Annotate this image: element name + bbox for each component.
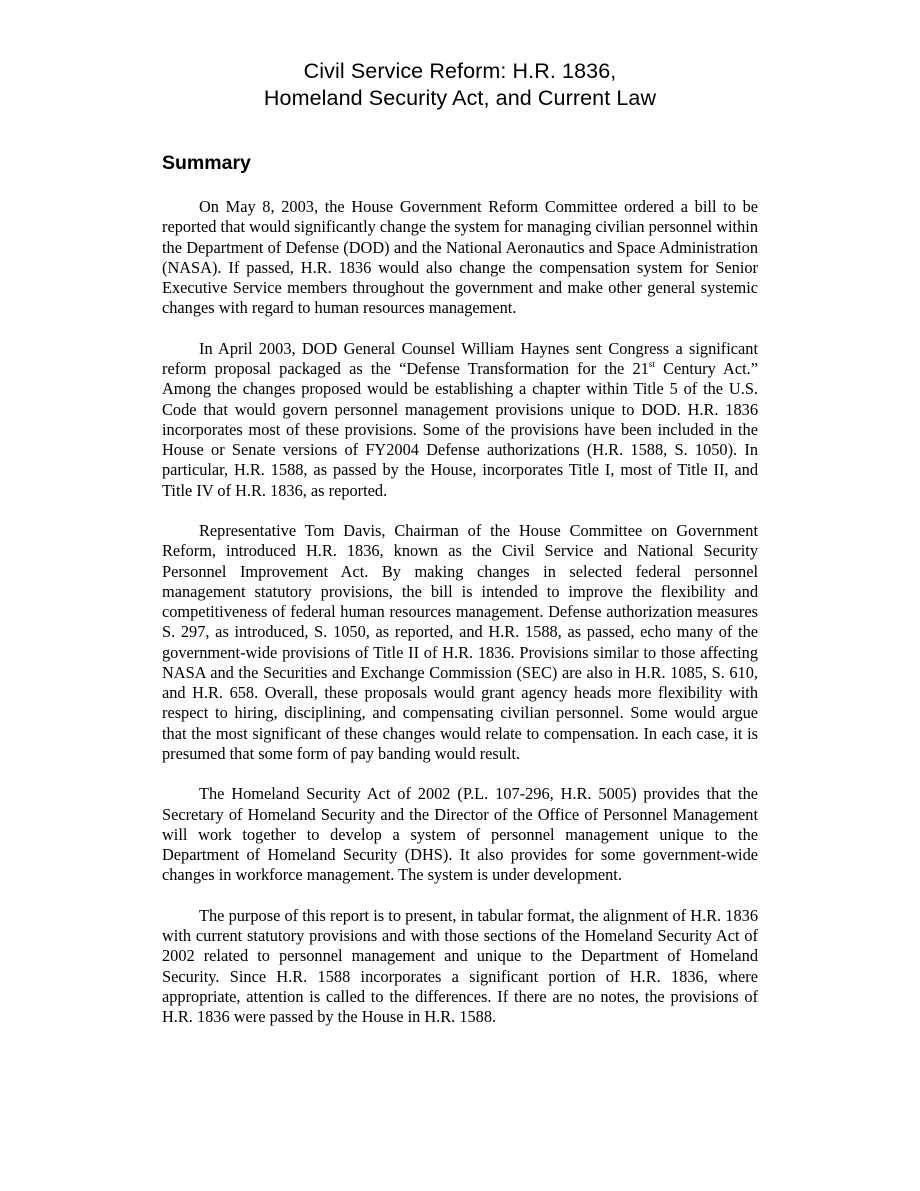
summary-paragraph-2 <box>162 339 758 501</box>
title-line-1: Civil Service Reform: H.R. 1836, <box>303 59 617 83</box>
paragraph-2-text-end: Century Act.” Among the changes proposed would be establishing a chapter within Title 5 of the U.S. Code that would govern personnel management provisions unique to DOD. H.R. 1836 incorporates most of these provisions. Some of the provisions have been included in the House or Senate versions of FY2004 Defense authorizations (H.R. 1588, S. 1050). In particular, H.R. 1588, as passed by the House, incorporates Title I, most of Title II, and Title IV of H.R. 1836, as reported. <box>162 359 758 500</box>
ordinal-superscript: st <box>648 359 655 369</box>
summary-paragraph-1: On May 8, 2003, the House Government Reform Committee ordered a bill to be reported that would significantly change the system for managing civilian personnel within the Department of Defense (DOD) and the National Aeronautics and Space Administration (NASA). If passed, H.R. 1836 would also change the compensation system for Senior Executive Service members throughout the government and make other general systemic changes with regard to human resources management. <box>162 197 758 318</box>
title-line-2: Homeland Security Act, and Current Law <box>263 86 657 110</box>
summary-paragraph-4: The Homeland Security Act of 2002 (P.L. 107-296, H.R. 5005) provides that the Secretary of Homeland Security and the Director of the Office of Personnel Management will work together to develop a system of personnel management unique to the Department of Homeland Security (DHS). It also provides for some government-wide changes in workforce management. The system is under development. <box>162 784 758 885</box>
document-page <box>162 58 758 1027</box>
summary-paragraph-5: The purpose of this report is to present, in tabular format, the alignment of H.R. 1836 with current statutory provisions and with those sections of the Homeland Security Act of 2002 related to personnel management and unique to the Department of Homeland Security. Since H.R. 1588 incorporates a significant portion of H.R. 1836, where appropriate, attention is called to the differences. If there are no notes, the provisions of H.R. 1836 were passed by the House in H.R. 1588. <box>162 905 758 1026</box>
document-title <box>162 58 758 112</box>
paragraph-2-text-start: In April 2003, DOD General Counsel William Haynes sent Congress a significant reform proposal packaged as the “Defense Transformation for the 21 <box>162 338 758 378</box>
summary-paragraph-3: Representative Tom Davis, Chairman of the House Committee on Government Reform, introduced H.R. 1836, known as the Civil Service and National Security Personnel Improvement Act. By making changes in selected federal personnel management statutory provisions, the bill is intended to improve the flexibility and competitiveness of federal human resources management. Defense authorization measures S. 297, as introduced, S. 1050, as reported, and H.R. 1588, as passed, echo many of the government-wide provisions of Title II of H.R. 1836. Provisions similar to those affecting NASA and the Securities and Exchange Commission (SEC) are also in H.R. 1085, S. 610, and H.R. 658. Overall, these proposals would grant agency heads more flexibility with respect to hiring, disciplining, and compensating civilian personnel. Some would argue that the most significant of these changes would relate to compensation. In each case, it is presumed that some form of pay banding would result. <box>162 521 758 763</box>
summary-heading: Summary <box>162 152 251 174</box>
